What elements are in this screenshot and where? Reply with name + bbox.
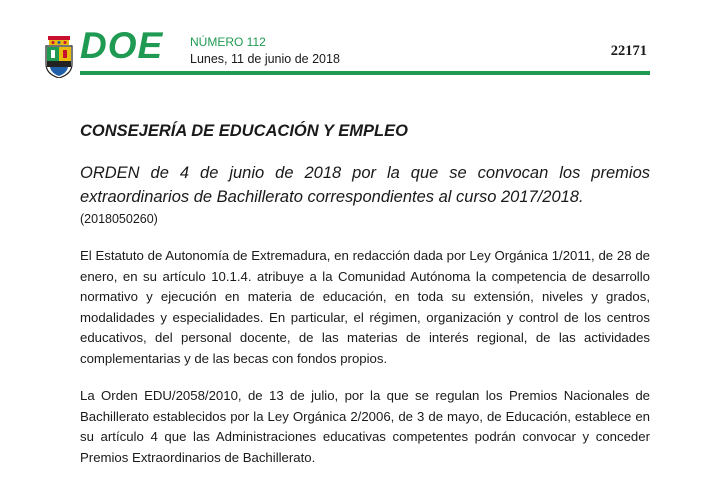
coat-of-arms-icon [44,36,74,78]
header-divider [80,71,650,75]
doe-logo: DOE [80,25,164,66]
page-header [0,0,715,80]
page-number: 22171 [610,43,647,59]
section-title: CONSEJERÍA DE EDUCACIÓN Y EMPLEO [80,122,408,140]
reference-code: (2018050260) [80,212,158,226]
paragraph: El Estatuto de Autonomía de Extremadura, en redacción dada por Ley Orgánica 1/2011, de 28 de enero, en su artículo 10.1.4. atribuye a la Comunidad Autónoma la competencia de desarrollo normativo y ejecución en materia de educación, en toda su extensión, niveles y grados, modalidades y especialidades. En particular, el régimen, organización y control de los centros educativos, del personal docente, de las materias de interés regional, de las actividades complementarias y de las becas con fondos propios. [80,248,650,366]
paragraph: La Orden EDU/2058/2010, de 13 de julio, por la que se regulan los Premios Nacionales de Bachillerato establecidos por la Ley Orgánica 2/2006, de 3 de mayo, de Educación, establece en su artículo 4 que las Administraciones educativas competentes podrán convocar y conceder Premios Extraordinarios de Bachillerato. [80,388,650,465]
issue-number: NÚMERO 112 [190,35,266,49]
order-title: ORDEN de 4 de junio de 2018 por la que se convocan los premios extraordinarios de Bachillerato correspondientes al curso 2017/2018. [80,164,650,206]
document-body [80,120,650,468]
publication-date: Lunes, 11 de junio de 2018 [190,52,340,66]
